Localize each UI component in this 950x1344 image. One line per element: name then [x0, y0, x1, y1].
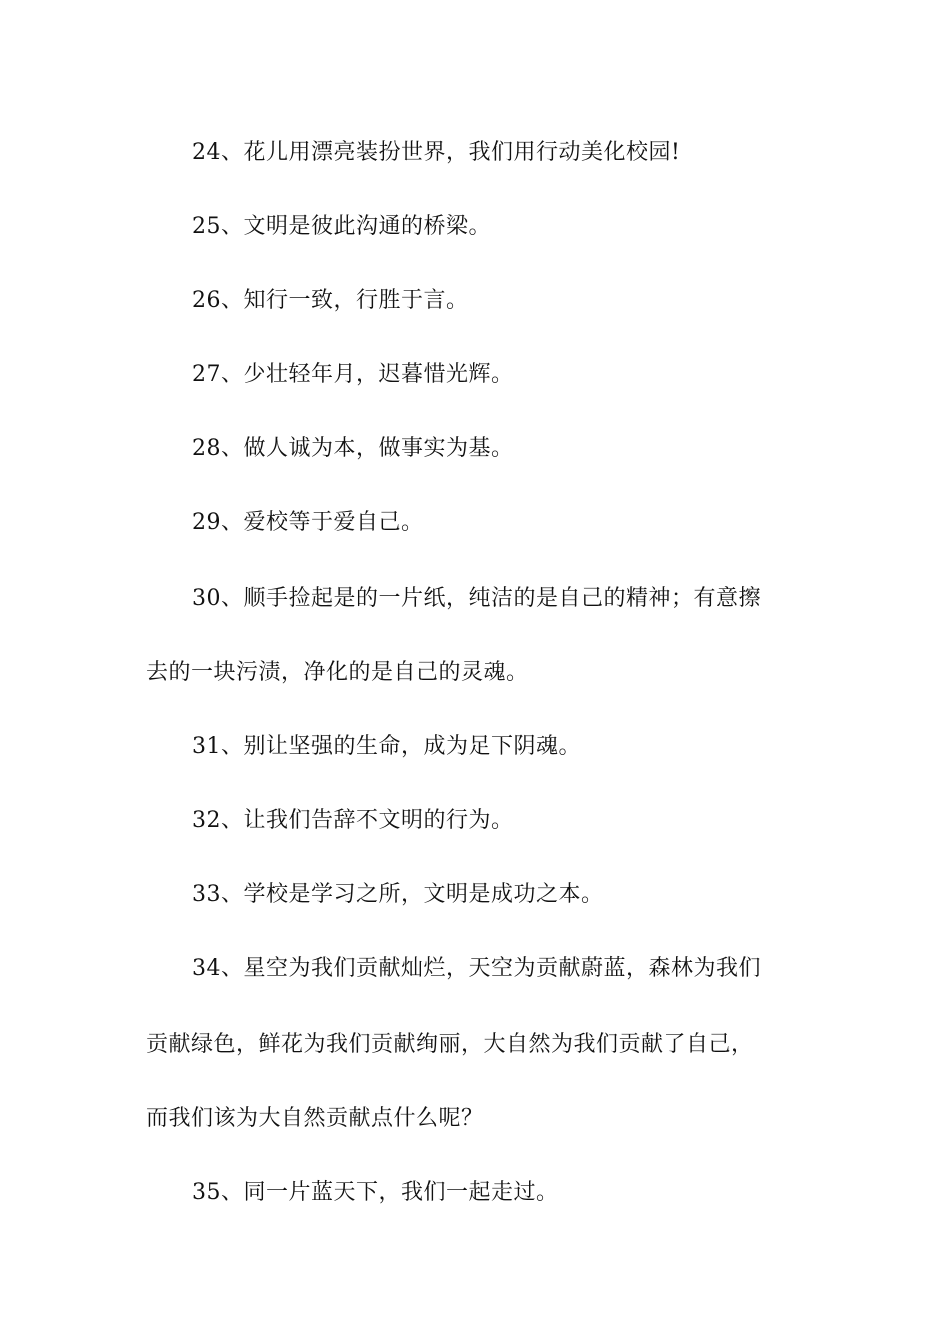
- item-34-line-1: 34、星空为我们贡献灿烂，天空为贡献蔚蓝，森林为我们: [192, 956, 761, 981]
- item-34-line-2: 贡献绿色，鲜花为我们贡献绚丽，大自然为我们贡献了自己，: [146, 1032, 754, 1057]
- item-33: 33、学校是学习之所，文明是成功之本。: [192, 882, 604, 907]
- item-35: 35、同一片蓝天下，我们一起走过。: [192, 1180, 559, 1205]
- item-32: 32、让我们告辞不文明的行为。: [192, 808, 514, 833]
- item-30-line-1: 30、顺手捡起是的一片纸，纯洁的是自己的精神；有意擦: [192, 586, 761, 611]
- item-34-line-3: 而我们该为大自然贡献点什么呢？: [146, 1106, 484, 1131]
- item-31: 31、别让坚强的生命，成为足下阴魂。: [192, 734, 581, 759]
- item-29: 29、爱校等于爱自己。: [192, 510, 424, 535]
- item-27: 27、少壮轻年月，迟暮惜光辉。: [192, 362, 514, 387]
- item-30-line-2: 去的一块污渍，净化的是自己的灵魂。: [146, 660, 529, 685]
- item-26: 26、知行一致，行胜于言。: [192, 288, 469, 313]
- item-28: 28、做人诚为本，做事实为基。: [192, 436, 514, 461]
- item-25: 25、文明是彼此沟通的桥梁。: [192, 214, 491, 239]
- item-24: 24、花儿用漂亮装扮世界，我们用行动美化校园!: [192, 140, 681, 165]
